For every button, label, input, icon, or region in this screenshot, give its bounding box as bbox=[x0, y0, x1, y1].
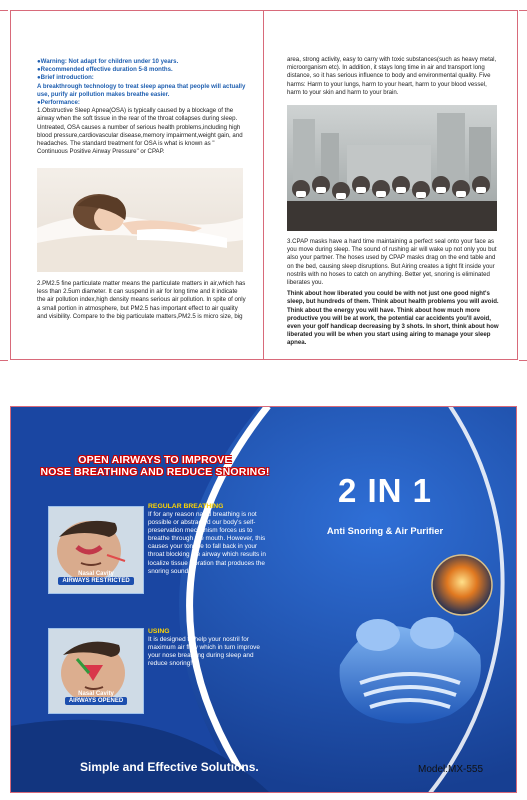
crop-mark bbox=[0, 10, 8, 11]
left-column-bottom bbox=[37, 280, 247, 321]
headline-line-2: NOSE BREATHING AND REDUCE SNORING! bbox=[40, 466, 270, 478]
card1-label bbox=[49, 571, 143, 585]
slogan: Simple and Effective Solutions. bbox=[80, 760, 259, 774]
crop-mark bbox=[0, 360, 8, 361]
using-text: It is designed to help your nostril for maximum air flow which in turn improve your nose breathing during sleep and reduce snoring! bbox=[148, 636, 260, 668]
restricted-airway-face-photo bbox=[48, 506, 144, 594]
opened-airway-face-photo bbox=[48, 628, 144, 714]
warning-line: ●Warning: Not adapt for children under 10 years. bbox=[37, 58, 179, 65]
flyer-headline bbox=[40, 454, 270, 478]
model-number: Model:MX-555 bbox=[418, 764, 484, 775]
closing-paragraph: Think about how liberated you could be with not just one good night's sleep, but hundreds of them. Think about health problems you will avoid. Think about the energy you will have. Think about how much more productive you will be at work, the potential car accidents you'll avoid, even your golf handicap decreasing by 3 shots. In short, think about how liberated you will be when you start using airing to manage your sleep apnea. bbox=[287, 290, 499, 347]
regular-breathing-title: REGULAR BREATHING bbox=[148, 503, 224, 510]
pm25-continued-paragraph: area, strong activity, easy to carry with toxic substances(such as heavy metal, microorganism etc). In addition, it stays long time in air and transport long distance, so it has serious influence to body and environmental quality. Five harms: Harm to your lungs, harm to your heart, harm to your blood vessel, harm to your skin and harm to your brain. bbox=[287, 56, 497, 96]
intro-heading: ●Brief introduction: bbox=[37, 74, 94, 82]
crop-mark bbox=[519, 10, 527, 11]
osa-paragraph: 1.Obstructive Sleep Apnea(OSA) is typically caused by a blockage of the airway when the soft tissue in the rear of the throat collapses during sleep. Untreated, OSA causes a number of serious health problems,including high blood pressure,cardiovascular disease,memory impairment,weight gain, and headaches. The standard treatment for OSA is what is known as " Continuous Positive Airway Pressure" or CPAP. bbox=[37, 107, 243, 156]
right-column-top bbox=[287, 56, 499, 97]
right-column-bottom bbox=[287, 238, 499, 348]
performance-heading: ●Performance: bbox=[37, 99, 80, 107]
card2-label-bottom: AIRWAYS OPENED bbox=[65, 697, 127, 705]
card1-label-bottom: AIRWAYS RESTRICTED bbox=[58, 577, 133, 585]
smog-crowd-photo bbox=[287, 105, 497, 231]
card2-label-top: Nasal Cavity bbox=[78, 691, 114, 697]
headline-line-1: OPEN AIRWAYS TO IMPROVE bbox=[78, 454, 232, 466]
cpap-paragraph: 3.CPAP masks have a hard time maintaining a perfect seal onto your face as you move during sleep. The sound of rushing air will wake up not only you but also your partner. The hoses used by CPAP masks drag on the end table and on the bed, causing sleep disruptions. But Airing creates a tight fit inside your nostrils with no hoses to catch on anything. Better yet, snoring is eliminated liberates you. bbox=[287, 238, 497, 287]
crop-mark bbox=[519, 360, 527, 361]
product-title: 2 IN 1 bbox=[337, 472, 433, 509]
card2-label bbox=[49, 691, 143, 705]
intro-text: A breakthrough technology to treat sleep apnea that people will actually use, purify air pollution makes breathe easier. bbox=[37, 82, 246, 98]
pm25-paragraph: 2.PM2.5 fine particulate matter means the particulate matters in air,which has less than 2.5um diameter. It can suspend in air for long time and it indicate the air pollution index,high density means serious air pollution. In spite of only a small portion in atmosphere, but PM2.5 has important effect to air quality and visibility. Compare to the big particulate matters,PM2.5 is micro size, big bbox=[37, 280, 246, 320]
product-subtitle: Anti Snoring & Air Purifier bbox=[326, 525, 444, 536]
fold-line bbox=[263, 10, 264, 360]
sleeping-woman-photo bbox=[37, 168, 243, 272]
using-panel bbox=[148, 628, 272, 668]
duration-line: ●Recommended effective duration 5-8 months. bbox=[37, 66, 173, 74]
regular-breathing-text: If for any reason nasal breathing is not possible or abstracted our body's self-preservation mechanism forces us to breathe through the mouth. However, this causes your tongue to fall back in your throat blocking the airway which results in localize tissue vibration that produces the snoring sound. bbox=[148, 511, 266, 575]
flame-filter-inset bbox=[432, 555, 492, 615]
card1-label-top: Nasal Cavity bbox=[78, 571, 114, 577]
using-title: USING bbox=[148, 628, 170, 635]
left-column bbox=[37, 58, 247, 156]
regular-breathing-panel bbox=[148, 503, 272, 576]
nose-clip-product-photo bbox=[310, 545, 510, 745]
